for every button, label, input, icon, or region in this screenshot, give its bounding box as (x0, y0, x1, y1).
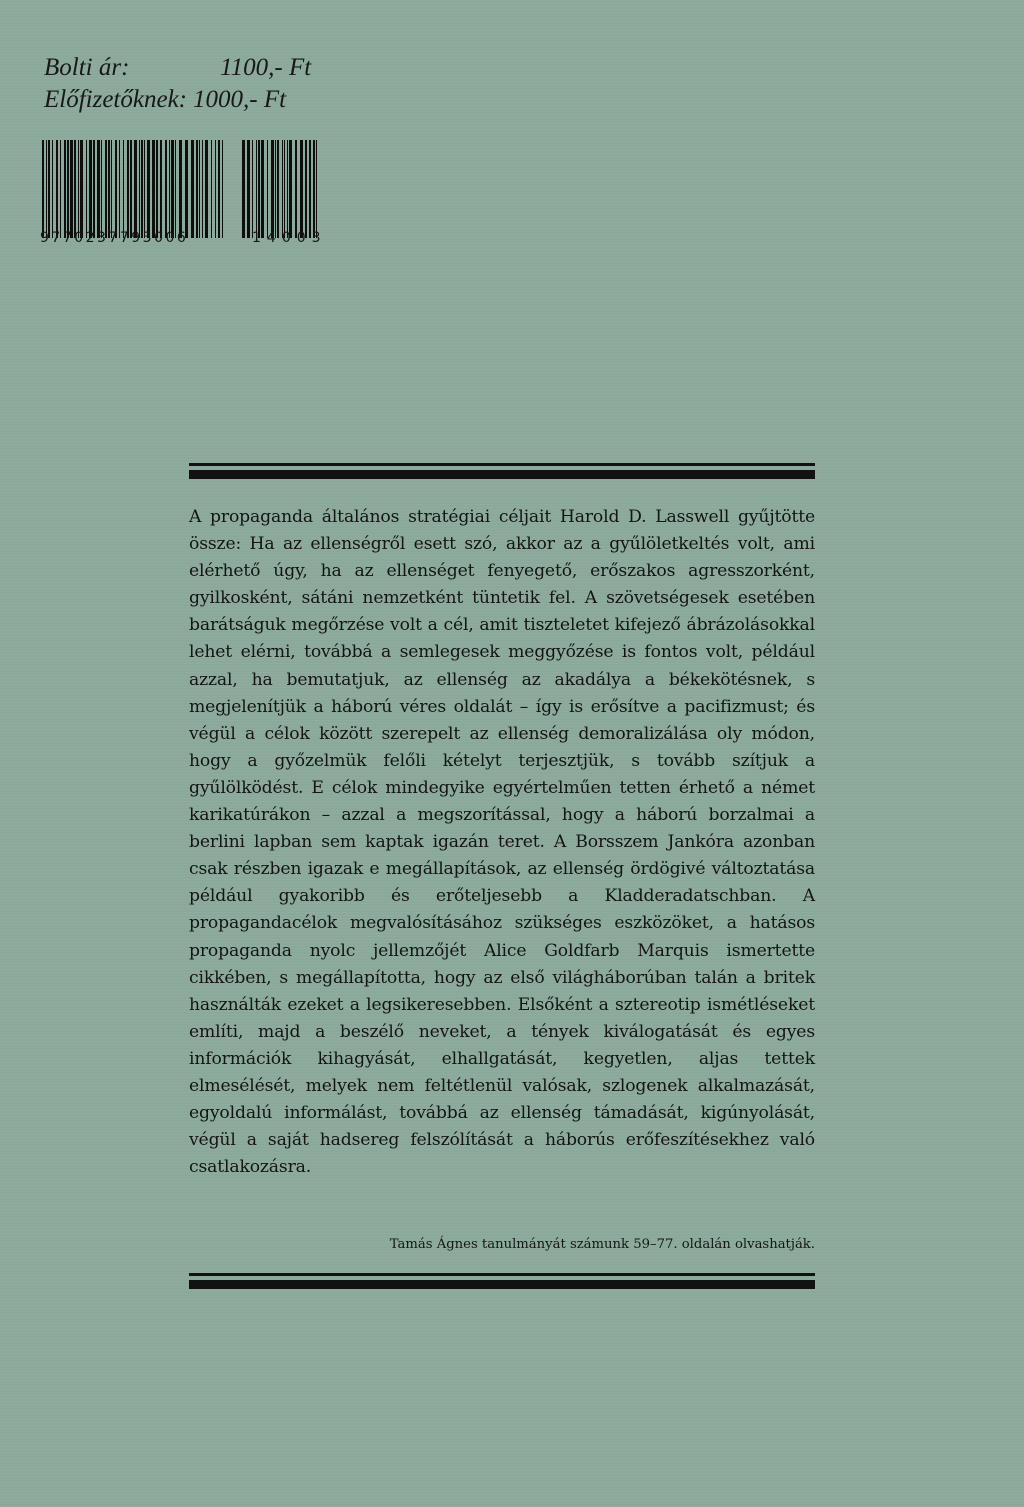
barcode-bar (141, 140, 143, 238)
barcode-bar (295, 140, 297, 238)
barcode-bar (169, 140, 170, 238)
barcode-bar (46, 140, 47, 238)
subscriber-price-label: Előfizetőknek: (44, 86, 187, 113)
price-block (44, 52, 311, 116)
barcode-main-digits: 9770237793006 (40, 230, 189, 246)
barcode-bar (160, 140, 162, 238)
barcode-bar (156, 140, 158, 238)
barcode-bar (56, 140, 58, 238)
barcode-bar (289, 140, 292, 238)
barcode-bar (199, 140, 200, 238)
barcode-bar (52, 140, 53, 238)
barcode-bar (108, 140, 110, 238)
barcode-bar (115, 140, 117, 238)
barcode-bar (267, 140, 268, 238)
barcode-bar (305, 140, 307, 238)
subscriber-price-value: 1000,- Ft (193, 86, 287, 113)
barcode-bar (271, 140, 274, 238)
barcode-bar (119, 140, 120, 238)
barcode-bar (130, 140, 132, 238)
barcode-bar (218, 140, 220, 238)
bottom-rule-thin (189, 1273, 815, 1276)
barcode-bar (222, 140, 223, 238)
barcode-bar (277, 140, 279, 238)
barcode-bar (42, 140, 44, 238)
barcode-bar (134, 140, 137, 238)
barcode-bar (171, 140, 174, 238)
barcode-bar (261, 140, 264, 238)
barcode-bar (67, 140, 69, 238)
barcode-bar (275, 140, 276, 238)
barcode-bar (74, 140, 76, 238)
barcode-bar (101, 140, 102, 238)
barcode-bar (300, 140, 303, 238)
barcode-bar (258, 140, 260, 238)
barcode-bar (86, 140, 87, 238)
barcode-bar (111, 140, 112, 238)
store-price-value: 1100,- Ft (220, 54, 312, 81)
barcode-bar (313, 140, 315, 238)
barcode-bar (97, 140, 100, 238)
barcode-bar (309, 140, 311, 238)
barcode-bar (205, 140, 208, 238)
credit-line: Tamás Ágnes tanulmányát számunk 59–77. oldalán olvashatják. (389, 1237, 815, 1252)
barcode-bar (60, 140, 61, 238)
store-price-label: Bolti ár: (44, 54, 130, 81)
barcode-bar (147, 140, 150, 238)
barcode-bar (316, 140, 317, 238)
barcode-bar (70, 140, 73, 238)
barcode-bar (196, 140, 198, 238)
barcode-bar (179, 140, 182, 238)
barcode-bar (105, 140, 107, 238)
barcode-bar (144, 140, 145, 238)
barcode-bar (202, 140, 203, 238)
barcode-bar (123, 140, 124, 238)
barcode-addon-digits: 14003 (252, 230, 327, 246)
barcode-bar (282, 140, 283, 238)
body-text: A propaganda általános stratégiai céljait Harold D. Lasswell gyűjtötte össze: Ha az ellenségről esett szó, akkor az a gyűlöletkeltés volt, ami elérhető úgy, ha az ellenséget fenyegető, erőszakos agresszorként, gyilkosként, sátáni nemzetként tüntetik fel. A szövetségesek esetében barátságuk megőrzése volt a cél, amit tiszteletet kifejező ábrázolásokkal lehet elérni, továbbá a semlegesek meggyőzése is fontos volt, például azzal, ha bemutatjuk, az ellenség az akadálya a békekötésnek, s megjelenítjük a háború véres oldalát – így is erősítve a pacifizmust; és végül a célok között szerepelt az ellenség demoralizálása oly módon, hogy a győzelmük felőli kételyt terjesztjük, s tovább szítjuk a gyűlölködést. E célok mindegyike egyértelműen tetten érhető a német karikatúrákon – azzal a megszorítással, hogy a háború borzalmai a berlini lapban sem kaptak igazán teret. A Borsszem Jankóra azonban csak részben igazak e megállapítások, az ellenség ördögivé változtatása például gyakoribb és erőteljesebb a Kladderadatschban. A propagandacélok megvalósításához szükséges eszközöket, a hatásos propaganda nyolc jellemzőjét Alice Goldfarb Marquis ismertette cikkében, s megállapította, hogy az első világháborúban talán a britek használták ezeket a legsikeresebben. Elsőként a sztereotip ismétléseket említi, majd a beszélő neveket, a tények kiválogatását és egyes információk kihagyását, elhallgatását, kegyetlen, aljas tettek elmesélését, melyek nem feltétlenül valósak, szlogenek alkalmazását, egyoldalú informálást, továbbá az ellenség támadását, kigúnyolását, végül a saját hadsereg felszólítását a háborús erőfeszítésekhez való csatlakozásra. (189, 507, 815, 1178)
barcode-bar (165, 140, 167, 238)
barcode-bar (191, 140, 194, 238)
barcode-bar (287, 140, 288, 238)
top-rule-thick (189, 470, 815, 479)
store-price-row (44, 52, 311, 84)
barcode-bar (256, 140, 257, 238)
barcode-bar (78, 140, 79, 238)
barcode-bar (185, 140, 188, 238)
barcode-bar (284, 140, 285, 238)
barcode-bar (252, 140, 253, 238)
barcode-bar (64, 140, 66, 238)
barcode-bar (242, 140, 245, 238)
top-rule-thin (189, 463, 815, 466)
subscriber-price-row (44, 84, 311, 116)
barcode-bar (211, 140, 212, 238)
barcode-bar (215, 140, 216, 238)
barcode-bar (152, 140, 155, 238)
barcode-bar (80, 140, 83, 238)
barcode-bar (139, 140, 140, 238)
barcode-bar (175, 140, 176, 238)
barcode-bar (89, 140, 92, 238)
barcode-bar (48, 140, 50, 238)
barcode-bar (127, 140, 129, 238)
bottom-rule-thick (189, 1280, 815, 1289)
barcode-bar (93, 140, 95, 238)
barcode-bar (247, 140, 250, 238)
